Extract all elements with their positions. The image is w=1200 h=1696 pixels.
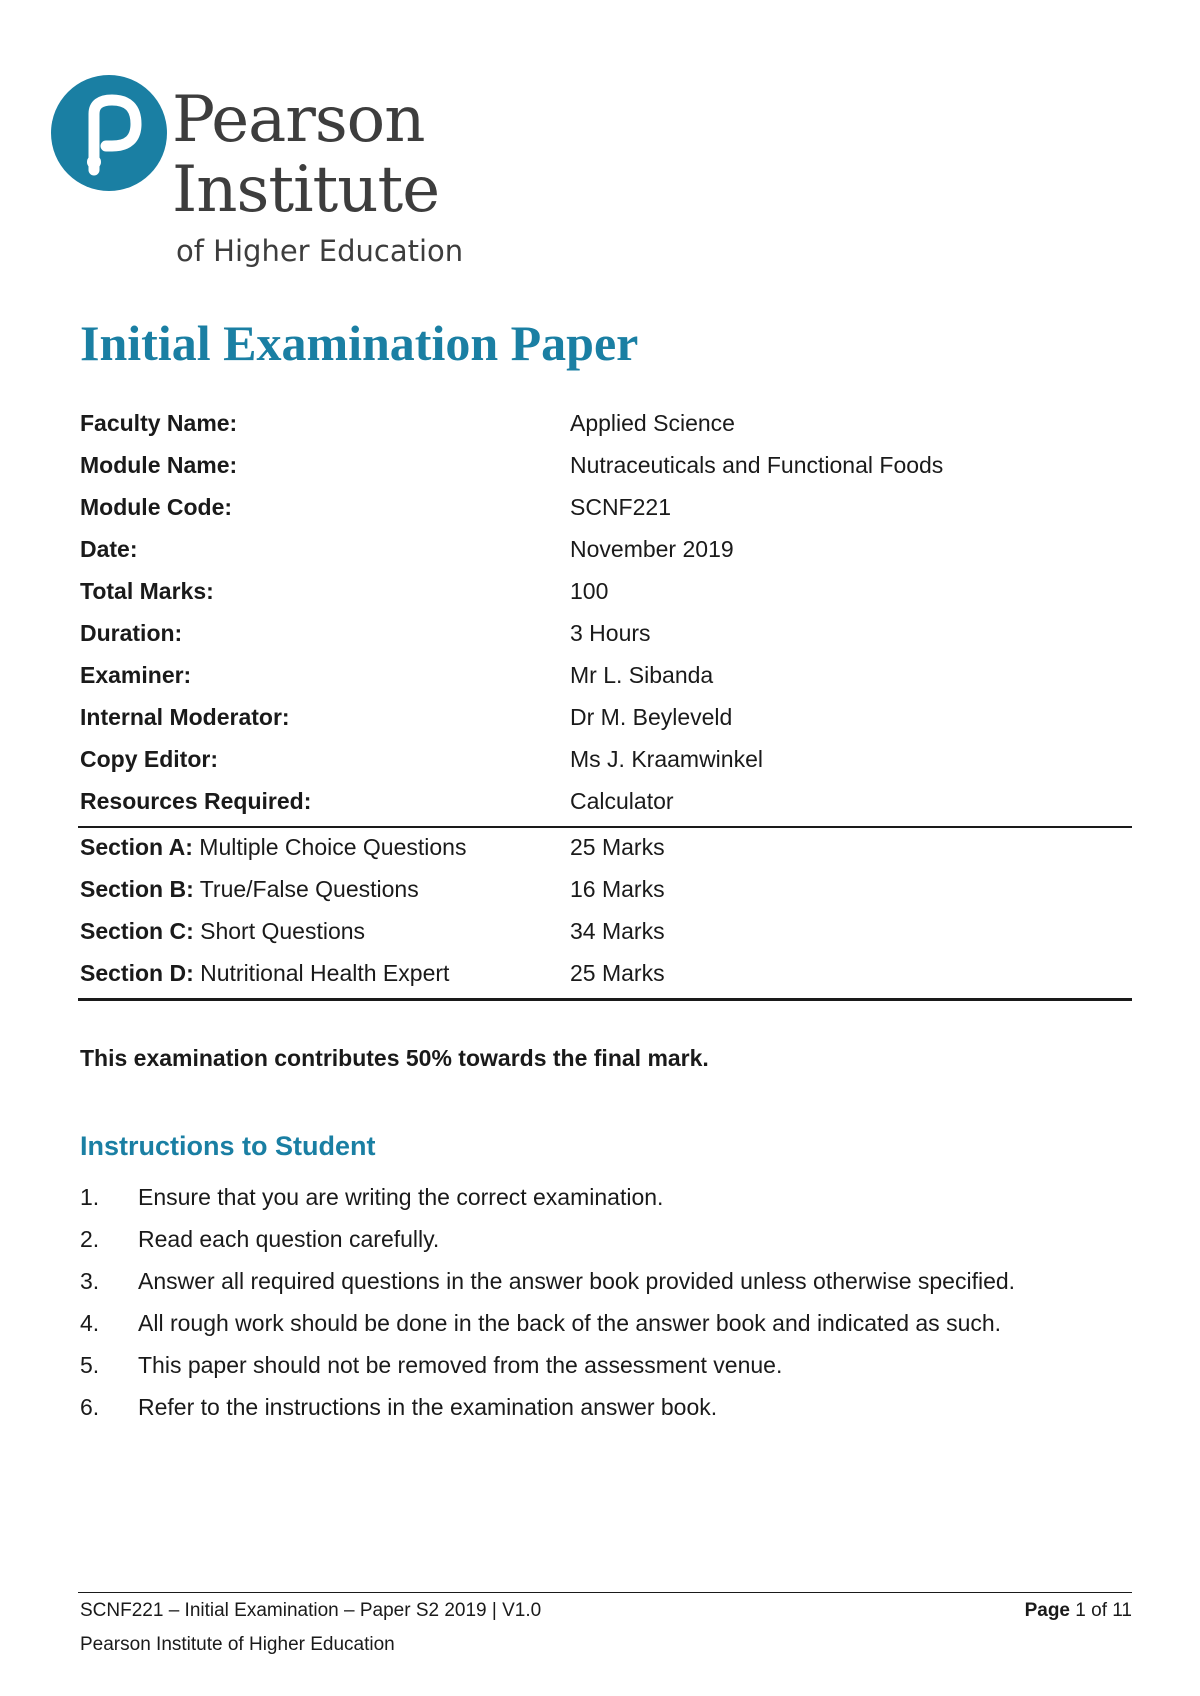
- list-item-text: Refer to the instructions in the examination answer book.: [138, 1394, 718, 1420]
- detail-label: Faculty Name:: [80, 410, 238, 436]
- detail-row-examiner: [80, 654, 1130, 696]
- list-item-text: This paper should not be removed from the assessment venue.: [138, 1352, 783, 1378]
- list-item: [80, 1344, 1140, 1386]
- detail-row-date: [80, 528, 1130, 570]
- section-label: Section D:: [80, 960, 194, 986]
- list-item-text: Ensure that you are writing the correct examination.: [138, 1184, 664, 1210]
- detail-row-module-name: [80, 444, 1130, 486]
- section-row-a: [80, 826, 1130, 868]
- section-marks: 16 Marks: [570, 876, 665, 902]
- list-item: [80, 1386, 1140, 1428]
- list-item-number: 5.: [80, 1352, 100, 1378]
- detail-label: Module Name:: [80, 452, 238, 478]
- contribution-note: This examination contributes 50% towards the final mark.: [80, 1045, 709, 1071]
- list-item-number: 3.: [80, 1268, 100, 1294]
- detail-value: Calculator: [570, 788, 674, 814]
- list-item-number: 4.: [80, 1310, 100, 1336]
- footer-page-number: [1025, 1598, 1132, 1624]
- detail-value: Ms J. Kraamwinkel: [570, 746, 763, 772]
- section-title: True/False Questions: [193, 876, 419, 902]
- detail-row-copy-editor: [80, 738, 1130, 780]
- footer-document-id: SCNF221 – Initial Examination – Paper S2 2019 | V1.0: [80, 1600, 542, 1621]
- section-title: Short Questions: [193, 918, 366, 944]
- detail-row-module-code: [80, 486, 1130, 528]
- section-label: Section A:: [80, 834, 193, 860]
- section-row-d: [80, 952, 1130, 994]
- detail-value: Applied Science: [570, 410, 735, 436]
- detail-row-moderator: [80, 696, 1130, 738]
- list-item-number: 1.: [80, 1184, 100, 1210]
- detail-label: Date:: [80, 536, 138, 562]
- detail-row-total-marks: [80, 570, 1130, 612]
- section-label: Section B:: [80, 876, 194, 902]
- list-item-number: 2.: [80, 1226, 100, 1252]
- section-row-b: [80, 868, 1130, 910]
- instructions-list: [80, 1176, 1140, 1428]
- section-name: [80, 868, 419, 910]
- detail-label: Examiner:: [80, 662, 192, 688]
- page-of: of: [1085, 1600, 1113, 1621]
- logo-subtitle: of Higher Education: [176, 234, 464, 268]
- list-item: [80, 1260, 1140, 1302]
- section-label: Section C:: [80, 918, 194, 944]
- list-item-text: Answer all required questions in the answer book provided unless otherwise specified.: [138, 1268, 1016, 1294]
- section-title: Nutritional Health Expert: [193, 960, 450, 986]
- list-item: [80, 1218, 1140, 1260]
- page-title: Initial Examination Paper: [80, 315, 639, 371]
- section-marks: 25 Marks: [570, 960, 665, 986]
- section-name: [80, 952, 449, 994]
- footer-organisation: Pearson Institute of Higher Education: [80, 1634, 395, 1655]
- section-marks: 34 Marks: [570, 918, 665, 944]
- detail-label: Resources Required:: [80, 788, 312, 814]
- page-total: 11: [1112, 1600, 1132, 1621]
- detail-value: Mr L. Sibanda: [570, 662, 714, 688]
- list-item: [80, 1176, 1140, 1218]
- list-item: [80, 1302, 1140, 1344]
- page-prefix: Page: [1024, 1600, 1076, 1621]
- sections-table: [80, 826, 1130, 994]
- section-row-c: [80, 910, 1130, 952]
- logo-word-institute: Institute: [172, 153, 440, 227]
- detail-value: Dr M. Beyleveld: [570, 704, 733, 730]
- detail-row-duration: [80, 612, 1130, 654]
- exam-details-table: [80, 402, 1130, 822]
- detail-label: Duration:: [80, 620, 183, 646]
- detail-row-resources: [80, 780, 1130, 822]
- page-current: 1: [1075, 1600, 1086, 1621]
- detail-value: Nutraceuticals and Functional Foods: [570, 452, 944, 478]
- section-name: [80, 826, 466, 868]
- detail-label: Internal Moderator:: [80, 704, 290, 730]
- footer-divider: [78, 1592, 1132, 1593]
- detail-label: Copy Editor:: [80, 746, 218, 772]
- detail-row-faculty: [80, 402, 1130, 444]
- detail-label: Module Code:: [80, 494, 233, 520]
- list-item-text: All rough work should be done in the back of the answer book and indicated as such.: [138, 1310, 1002, 1336]
- sections-bottom-divider: [78, 998, 1132, 1001]
- detail-label: Total Marks:: [80, 578, 214, 604]
- section-marks: 25 Marks: [570, 834, 665, 860]
- pearson-p-icon: [50, 74, 172, 192]
- pearson-logo: [50, 74, 480, 274]
- detail-value: 100: [570, 578, 609, 604]
- detail-value: November 2019: [570, 536, 734, 562]
- list-item-text: Read each question carefully.: [138, 1226, 440, 1252]
- detail-value: 3 Hours: [570, 620, 651, 646]
- logo-word-pearson: Pearson: [172, 83, 425, 157]
- section-title: Multiple Choice Questions: [192, 834, 467, 860]
- section-name: [80, 910, 365, 952]
- instructions-heading: Instructions to Student: [80, 1131, 376, 1161]
- detail-value: SCNF221: [570, 494, 671, 520]
- list-item-number: 6.: [80, 1394, 100, 1420]
